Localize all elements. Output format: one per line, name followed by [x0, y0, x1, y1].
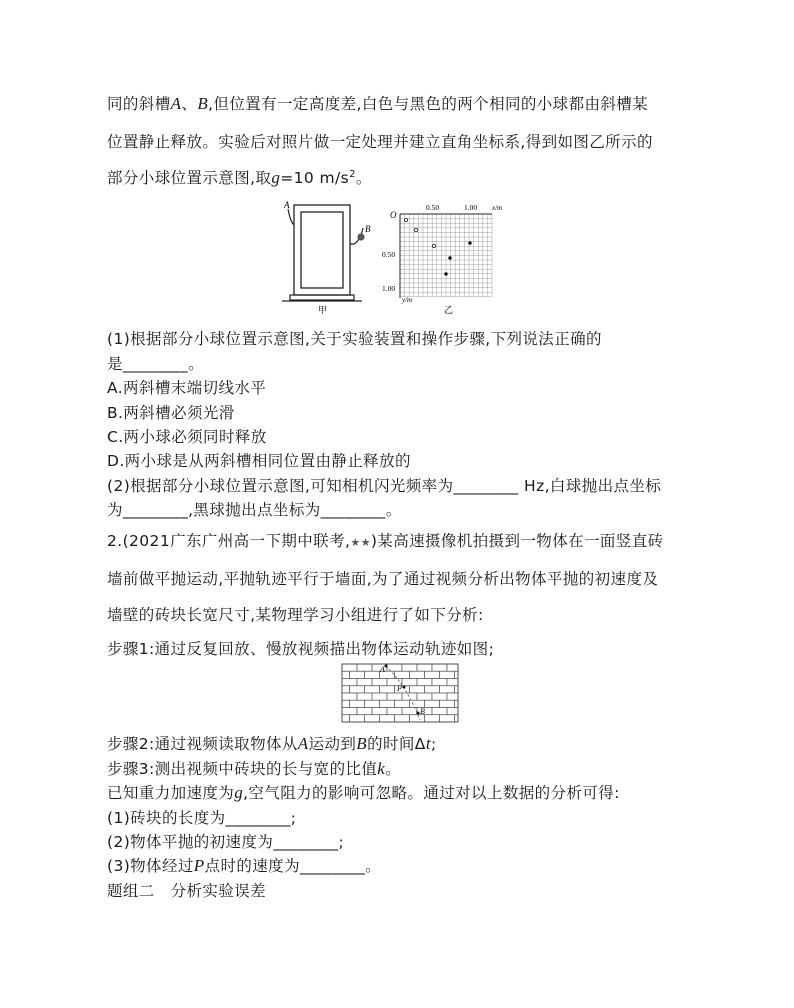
brick [365, 700, 380, 707]
brick [410, 686, 425, 693]
white-ball-point [404, 218, 407, 221]
text: 点时的速度为________。 [204, 857, 382, 875]
brick-wall [342, 664, 458, 722]
difficulty-stars-icon: ★★ [350, 536, 371, 549]
text: 、 [181, 95, 198, 113]
brick [387, 708, 402, 715]
label-a: A [284, 200, 290, 210]
black-ball-point [448, 256, 451, 259]
brick [350, 700, 365, 707]
brick [372, 693, 387, 700]
text: ; [430, 735, 437, 753]
text: 同的斜槽 [107, 95, 171, 113]
brick [380, 715, 395, 722]
text: 部分小球位置示意图,取 [107, 169, 272, 187]
black-ball-point [444, 272, 447, 275]
origin-label: O [390, 210, 397, 220]
brick [447, 693, 458, 700]
x-tick-050: 0.50 [426, 203, 440, 212]
brick [455, 686, 459, 693]
ball-black [357, 233, 364, 240]
text: 步骤2:通过视频读取物体从 [107, 735, 298, 753]
sub-question-2: (2)物体平抛的初速度为________; [107, 833, 345, 851]
sub-question-3 [107, 854, 381, 876]
brick [455, 715, 459, 722]
text: =10 m/s [280, 169, 350, 187]
var-a: A [297, 734, 309, 753]
label-b: B [365, 224, 371, 234]
var-b: B [197, 94, 209, 113]
brick [342, 679, 357, 686]
x-tick-100: 1.00 [464, 203, 478, 212]
brick [440, 686, 455, 693]
brick [387, 693, 402, 700]
text: 运动到 [308, 735, 357, 753]
chute-a [288, 209, 294, 224]
text: 。 [385, 760, 402, 778]
brick [372, 679, 387, 686]
step-2 [107, 732, 437, 754]
brick [402, 679, 417, 686]
q2-line-2: 为________,黑球抛出点坐标为________。 [107, 501, 402, 519]
brick [410, 671, 425, 678]
intro-line-3 [107, 166, 372, 188]
brick [425, 671, 440, 678]
brick [402, 664, 417, 671]
var-t: t [425, 734, 431, 753]
black-ball-point [468, 241, 471, 244]
label-b: B [420, 707, 425, 716]
label-p: P [397, 684, 402, 693]
option-c: C.两小球必须同时释放 [107, 428, 267, 446]
y-tick-100: 1.00 [382, 284, 396, 293]
brick [357, 679, 372, 686]
brick [365, 715, 380, 722]
brick [357, 664, 372, 671]
var-k: k [377, 759, 386, 778]
brick [440, 671, 455, 678]
step-3 [107, 757, 401, 779]
brick [455, 671, 459, 678]
brick [440, 700, 455, 707]
var-g: g [234, 783, 244, 802]
figure-brick-wall [340, 662, 460, 724]
label-a: A [380, 665, 385, 674]
q1-line-1: (1)根据部分小球位置示意图,关于实验装置和操作步骤,下列说法正确的 [107, 330, 602, 348]
brick [432, 664, 447, 671]
grid-lines [400, 214, 492, 297]
brick [380, 686, 395, 693]
brick [365, 686, 380, 693]
brick [342, 715, 350, 722]
brick [357, 693, 372, 700]
text: )某高速摄像机拍摄到一物体在一面竖直砖 [370, 532, 664, 550]
brick [417, 679, 432, 686]
var-g: g [271, 168, 281, 187]
brick [395, 700, 410, 707]
var-b: B [356, 734, 368, 753]
brick [432, 679, 447, 686]
board-base [290, 295, 354, 300]
brick [350, 671, 365, 678]
brick [432, 693, 447, 700]
option-b: B.两斜槽必须光滑 [107, 404, 235, 422]
intro-line-1 [107, 92, 648, 114]
brick [395, 715, 410, 722]
caption-yi: 乙 [444, 306, 454, 316]
brick [417, 664, 432, 671]
brick [365, 671, 380, 678]
figure-apparatus [268, 198, 378, 318]
brick [447, 708, 458, 715]
board-inner [301, 212, 343, 288]
brick [372, 708, 387, 715]
board-outer [294, 205, 350, 295]
text: 已知重力加速度为 [107, 784, 235, 802]
var-p: P [193, 856, 205, 875]
point-p [403, 686, 406, 689]
text: 步骤3:测出视频中砖块的长与宽的比值 [107, 760, 378, 778]
caption-jia: 甲 [318, 306, 328, 316]
y-tick-050: 0.50 [382, 250, 396, 259]
var-a: A [170, 94, 182, 113]
brick [425, 715, 440, 722]
option-a: A.两斜槽末端切线水平 [107, 379, 267, 397]
brick [455, 700, 459, 707]
brick [425, 686, 440, 693]
text: 2.(2021广东广州高一下期中联考, [107, 532, 351, 550]
q1-line-2: 是________。 [107, 355, 205, 373]
white-ball-point [414, 228, 417, 231]
text: (3)物体经过 [107, 857, 194, 875]
brick [342, 700, 350, 707]
brick [440, 715, 455, 722]
step-1: 步骤1:通过反复回放、慢放视频描出物体运动轨迹如图; [107, 640, 495, 658]
brick [342, 671, 350, 678]
problem2-line-2: 墙前做平抛运动,平抛轨迹平行于墙面,为了通过视频分析出物体平抛的初速度及 [107, 570, 659, 588]
text: ,但位置有一定高度差,白色与黑色的两个相同的小球都由斜槽某 [208, 95, 649, 113]
text: 。 [355, 169, 372, 187]
problem2-heading [107, 529, 664, 551]
brick [357, 708, 372, 715]
option-d: D.两小球是从两斜槽相同位置由静止释放的 [107, 452, 411, 470]
brick [417, 693, 432, 700]
point-a [385, 665, 388, 668]
problem2-line-3: 墙壁的砖块长宽尺寸,某物理学习小组进行了如下分析: [107, 606, 484, 624]
brick [380, 700, 395, 707]
text: ,空气阻力的影响可忽略。通过对以上数据的分析可得: [243, 784, 620, 802]
white-ball-point [432, 244, 435, 247]
intro-line-2: 位置静止释放。实验后对照片做一定处理并建立直角坐标系,得到如图乙所示的 [107, 133, 653, 151]
figure-grid [380, 198, 515, 318]
brick [402, 693, 417, 700]
brick [447, 679, 458, 686]
brick [387, 664, 402, 671]
text: 的时间Δ [367, 735, 426, 753]
brick [342, 693, 357, 700]
brick [350, 686, 365, 693]
y-axis-label: y/m [402, 296, 413, 304]
given [107, 781, 620, 803]
brick [342, 708, 357, 715]
q2-line-1: (2)根据部分小球位置示意图,可知相机闪光频率为________ Hz,白球抛出点坐标 [107, 477, 662, 495]
brick [342, 664, 357, 671]
brick [447, 664, 458, 671]
superscript: 2 [349, 168, 356, 180]
brick [432, 708, 447, 715]
section-heading: 题组二 分析实验误差 [107, 882, 267, 900]
x-axis-label: x/m [492, 204, 503, 212]
brick [350, 715, 365, 722]
brick [425, 700, 440, 707]
sub-question-1: (1)砖块的长度为________; [107, 809, 297, 827]
brick [342, 686, 350, 693]
